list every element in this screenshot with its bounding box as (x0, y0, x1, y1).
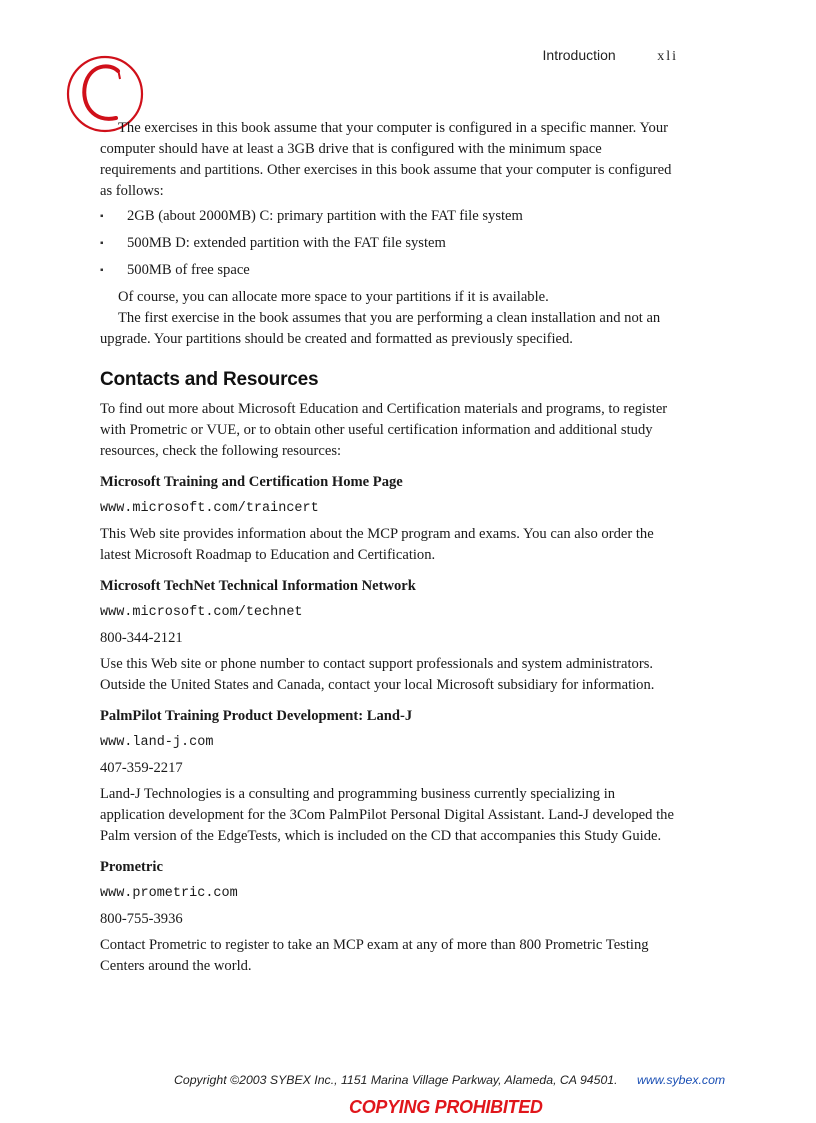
copying-prohibited-notice: COPYING PROHIBITED (349, 1097, 543, 1117)
resource-url[interactable]: www.land-j.com (100, 735, 214, 750)
bullet-icon: ▪ (100, 265, 104, 276)
resource-title: Microsoft TechNet Technical Information Network (100, 578, 416, 594)
resource-url[interactable]: www.microsoft.com/technet (100, 605, 303, 620)
resource-url[interactable]: www.microsoft.com/traincert (100, 501, 319, 516)
running-header (543, 47, 678, 65)
header-section-title: Introduction (542, 47, 616, 63)
list-item: ▪ 2GB (about 2000MB) C: primary partition with the FAT file system (100, 206, 680, 227)
partition-list (100, 206, 680, 281)
resource-description: Land-J Technologies is a consulting and programming business currently specializing in application development for the 3Com PalmPilot Personal Digital Assistant. Land-J developed the Palm version of the EdgeTests, which is included on the CD that accompanies this Study Guide. (100, 786, 674, 844)
resource-entry (100, 857, 680, 977)
resource-title: Prometric (100, 859, 163, 875)
page-number: xli (657, 49, 678, 64)
resource-phone: 800-755-3936 (100, 911, 183, 927)
resource-description: Contact Prometric to register to take an MCP exam at any of more than 800 Prometric Testing Centers around the world. (100, 937, 649, 974)
resource-entry (100, 576, 680, 696)
bullet-icon: ▪ (100, 211, 104, 222)
list-item: ▪ 500MB D: extended partition with the FAT file system (100, 233, 680, 254)
copyright-text: Copyright ©2003 SYBEX Inc., 1151 Marina Village Parkway, Alameda, CA 94501. (174, 1073, 618, 1087)
resource-entry (100, 472, 680, 566)
resource-description: Use this Web site or phone number to contact support professionals and system administrators. Outside the United States and Canada, contact your local Microsoft subsidiary for information. (100, 656, 655, 693)
intro-paragraph: The exercises in this book assume that your computer is configured in a specific manner. Your computer should have at least a 3GB drive that is configured with the minimum space requirements and partitions. Other exercises in this book assume that your computer is configured as follows: (100, 120, 672, 199)
resource-entry (100, 706, 680, 847)
publisher-link[interactable]: www.sybex.com (637, 1073, 726, 1087)
contacts-intro: To find out more about Microsoft Education and Certification materials and programs, to register with Prometric or VUE, or to obtain other useful certification information and additional study resources, check the following resources: (100, 401, 668, 459)
page-content (100, 118, 680, 977)
section-heading: Contacts and Resources (100, 369, 319, 390)
resource-title: Microsoft Training and Certification Home Page (100, 474, 403, 490)
copyright-footer (174, 1073, 725, 1087)
resource-description: This Web site provides information about the MCP program and exams. You can also order the latest Microsoft Roadmap to Education and Certification. (100, 526, 654, 563)
list-item: ▪ 500MB of free space (100, 260, 680, 281)
bullet-icon: ▪ (100, 238, 104, 249)
resource-title: PalmPilot Training Product Development: Land-J (100, 708, 413, 724)
resource-phone: 800-344-2121 (100, 630, 183, 646)
resource-url[interactable]: www.prometric.com (100, 886, 238, 901)
allocation-paragraph: Of course, you can allocate more space to your partitions if it is available. (118, 289, 549, 305)
resource-phone: 407-359-2217 (100, 760, 183, 776)
installation-paragraph: The first exercise in the book assumes that you are performing a clean installation and not an upgrade. Your partitions should be created and formatted as previously specified. (100, 310, 661, 347)
